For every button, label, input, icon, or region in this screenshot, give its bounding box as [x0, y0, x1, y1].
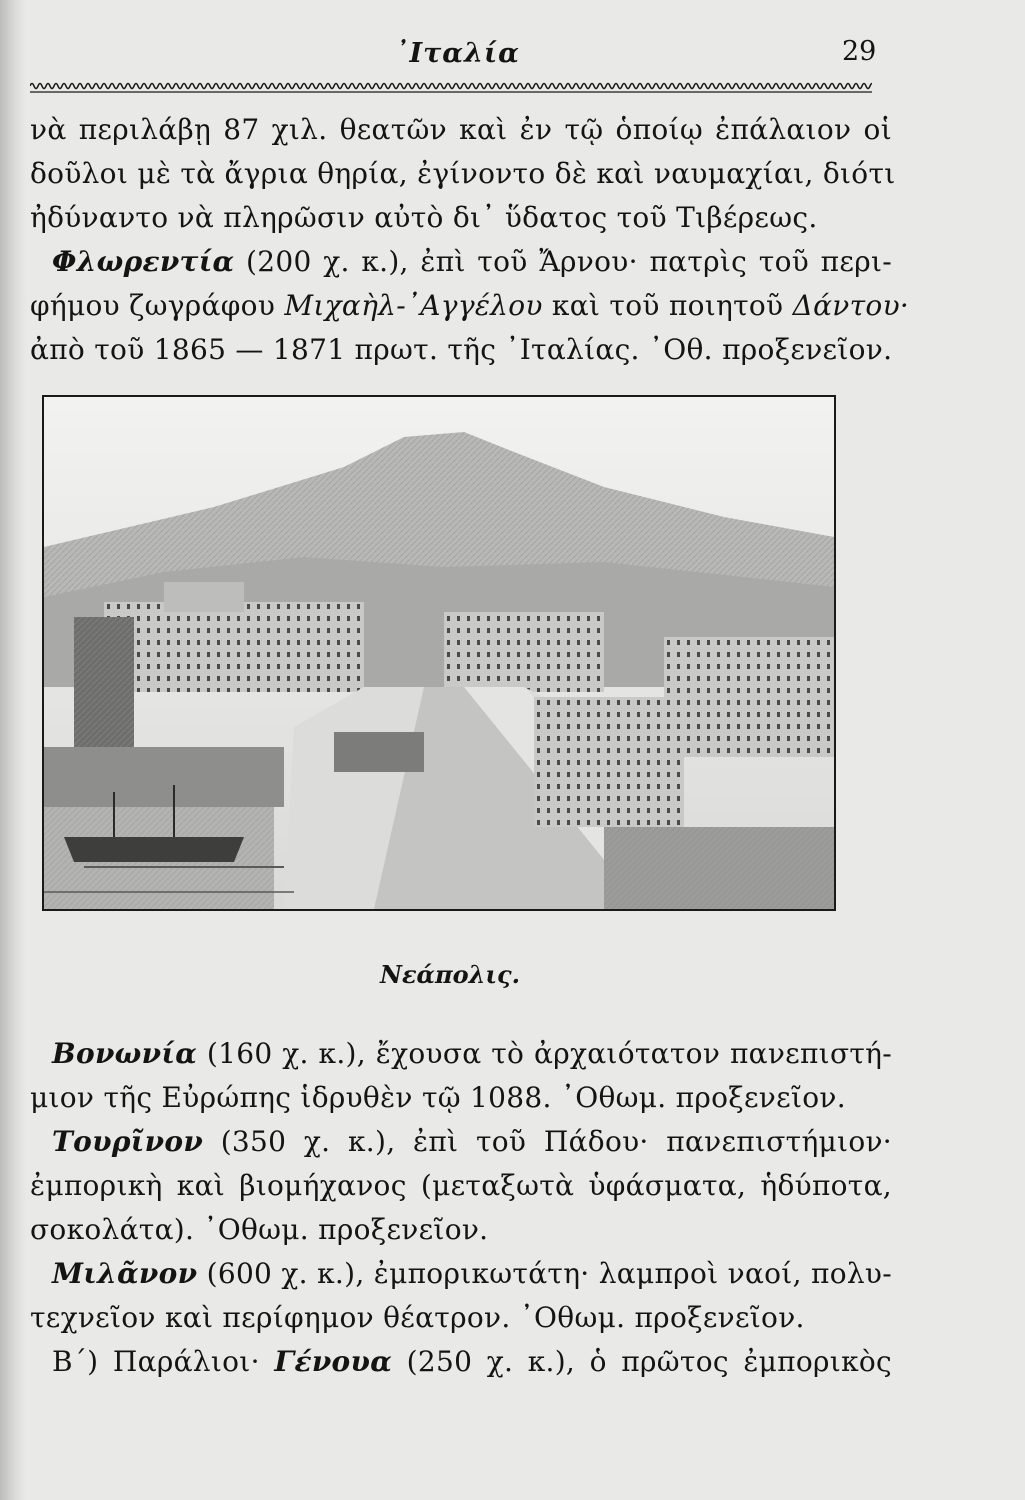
text-line: ἠδύναντο νὰ πληρῶσιν αὐτὸ δι᾽ ὕδατος τοῦ Τιβέρεως. [30, 201, 818, 234]
painter-name: Μιχαὴλ-᾿Αγγέλου [284, 289, 543, 322]
figure-caption: Νεάπολις. [380, 960, 520, 989]
text-line: δοῦλοι μὲ τὰ ἄγρια θηρία, ἐγίνοντο δὲ καὶ ναυμαχίαι, διότι [30, 157, 896, 190]
text-fragment: φήμου ζωγράφου [30, 289, 276, 322]
entry-florence-line-3: ἀπὸ τοῦ 1865 — 1871 πρωτ. τῆς ᾿Ιταλίας. ᾿Οθ. προξενεῖον. [30, 333, 893, 366]
book-spine-shadow [0, 0, 26, 1500]
entry-term: Φλωρεντία [52, 245, 235, 278]
text-fragment: (250 χ. κ.), ὁ πρῶτος ἐμπορικὸς [406, 1345, 893, 1378]
poet-name: Δάντου· [792, 289, 910, 322]
text-fragment: (350 χ. κ.), ἐπὶ τοῦ Πάδου· πανεπιστήμιον· [220, 1125, 892, 1158]
naples-illustration [44, 397, 834, 909]
page-number: 29 [842, 36, 877, 67]
text-fragment: (200 χ. κ.), ἐπὶ τοῦ Ἄρνου· πατρὶς τοῦ περι- [246, 245, 892, 278]
entry-term: Γένουα [274, 1345, 393, 1378]
entry-milan-line-1 [30, 1252, 892, 1296]
running-header-title: ᾿Ιταλία [395, 38, 520, 69]
naples-photograph [42, 395, 836, 911]
entry-turin-line-1 [30, 1120, 892, 1164]
entry-bologna-line-1 [30, 1032, 892, 1076]
text-fragment: (160 χ. κ.), ἔχουσα τὸ ἀρχαιότατον πανεπιστή- [206, 1037, 892, 1070]
decorative-wavy-rule [30, 80, 872, 96]
text-line: νὰ περιλάβῃ 87 χιλ. θεατῶν καὶ ἐν τῷ ὁποίῳ ἐπάλαιον οἱ [30, 113, 892, 146]
entry-genoa-line-1 [30, 1340, 892, 1384]
text-fragment: (600 χ. κ.), ἐμπορικωτάτη· λαμπροὶ ναοί, πολυ- [206, 1257, 893, 1290]
top-text-block [30, 108, 910, 372]
entry-term: Βονωνία [52, 1037, 198, 1070]
text-fragment: καὶ τοῦ ποιητοῦ [551, 289, 784, 322]
entry-bologna-line-2: μιον τῆς Εὐρώπης ἱδρυθὲν τῷ 1088. ᾿Οθωμ. προξενεῖον. [30, 1081, 846, 1114]
text-fragment: Β΄) Παράλιοι· [52, 1345, 260, 1378]
bottom-text-block [30, 1032, 892, 1384]
entry-turin-line-3: σοκολάτα). ᾿Οθωμ. προξενεῖον. [30, 1213, 489, 1246]
entry-florence-line-2 [30, 284, 910, 328]
entry-term: Τουρῖνον [52, 1125, 204, 1158]
entry-milan-line-2: τεχνεῖον καὶ περίφημον θέατρον. ᾿Οθωμ. προξενεῖον. [30, 1301, 805, 1334]
entry-turin-line-2: ἐμπορικὴ καὶ βιομήχανος (μεταξωτὰ ὑφάσματα, ἡδύποτα, [30, 1169, 892, 1202]
entry-florence-line-1 [30, 240, 892, 284]
entry-term: Μιλᾶνον [52, 1257, 198, 1290]
